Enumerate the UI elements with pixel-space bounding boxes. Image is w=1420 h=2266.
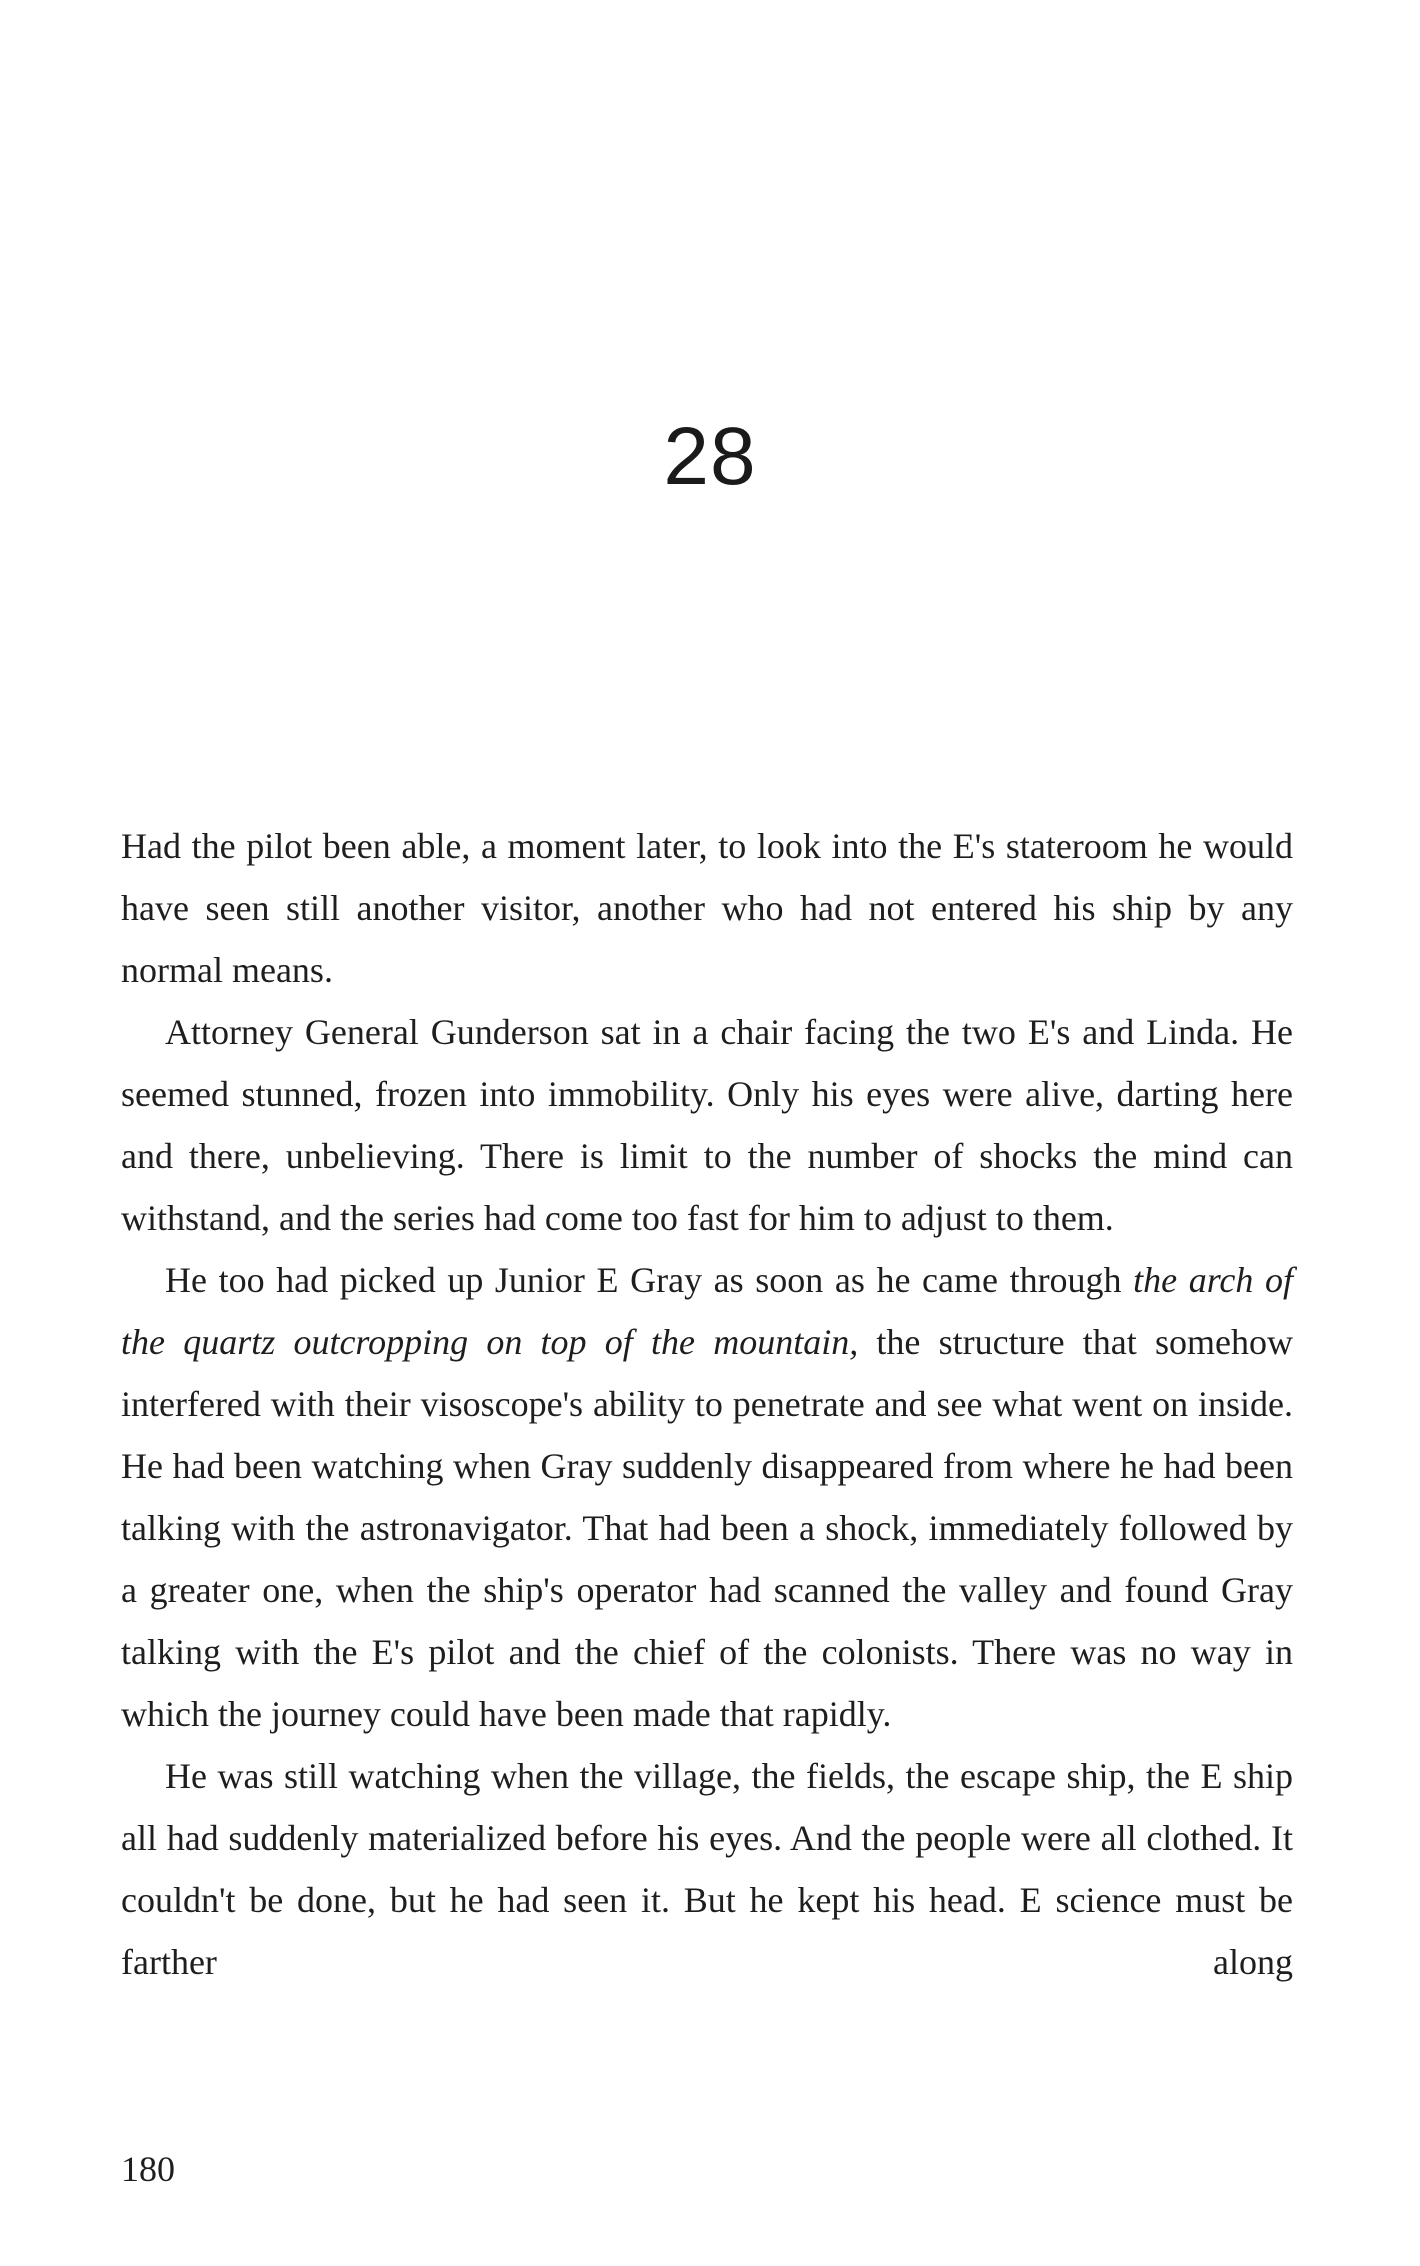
paragraph-3-end: the structure that somehow interfered with their visoscope's ability to penetrate and see what went on inside. He had been watching when Gray suddenly disappeared from where he had been talking with the astronavigator. That had been a shock, immediately followed by a greater one, when the ship's operator had scanned the valley and found Gray talking with the E's pilot and the chief of the colonists. There was no way in which the journey could have been made that rapidly. xyxy=(121,1322,1293,1734)
page-number: 180 xyxy=(121,2149,175,2189)
paragraph-3-italic: the arch of the quartz outcropping on top of the mountain, xyxy=(121,1260,1294,1362)
chapter-number: 28 xyxy=(663,411,757,502)
paragraph-3-start: He too had picked up Junior E Gray as soon as he came through xyxy=(165,1260,1134,1300)
paragraph-4: He was still watching when the village, the fields, the escape ship, the E ship all had suddenly materialized before his eyes. And the people were all clothed. It couldn't be done, but he had seen it. But he kept his head. E science must be farther along xyxy=(121,1756,1293,1982)
paragraph-3 xyxy=(121,1249,1293,1745)
chapter-body xyxy=(121,815,1293,1993)
paragraph-1: Had the pilot been able, a moment later, to look into the E's stateroom he would have seen still another visitor, another who had not entered his ship by any normal means. xyxy=(121,826,1293,990)
paragraph-2: Attorney General Gunderson sat in a chair facing the two E's and Linda. He seemed stunned, frozen into immobility. Only his eyes were alive, darting here and there, unbelieving. There is limit to the number of shocks the mind can withstand, and the series had come too fast for him to adjust to them. xyxy=(121,1012,1293,1238)
